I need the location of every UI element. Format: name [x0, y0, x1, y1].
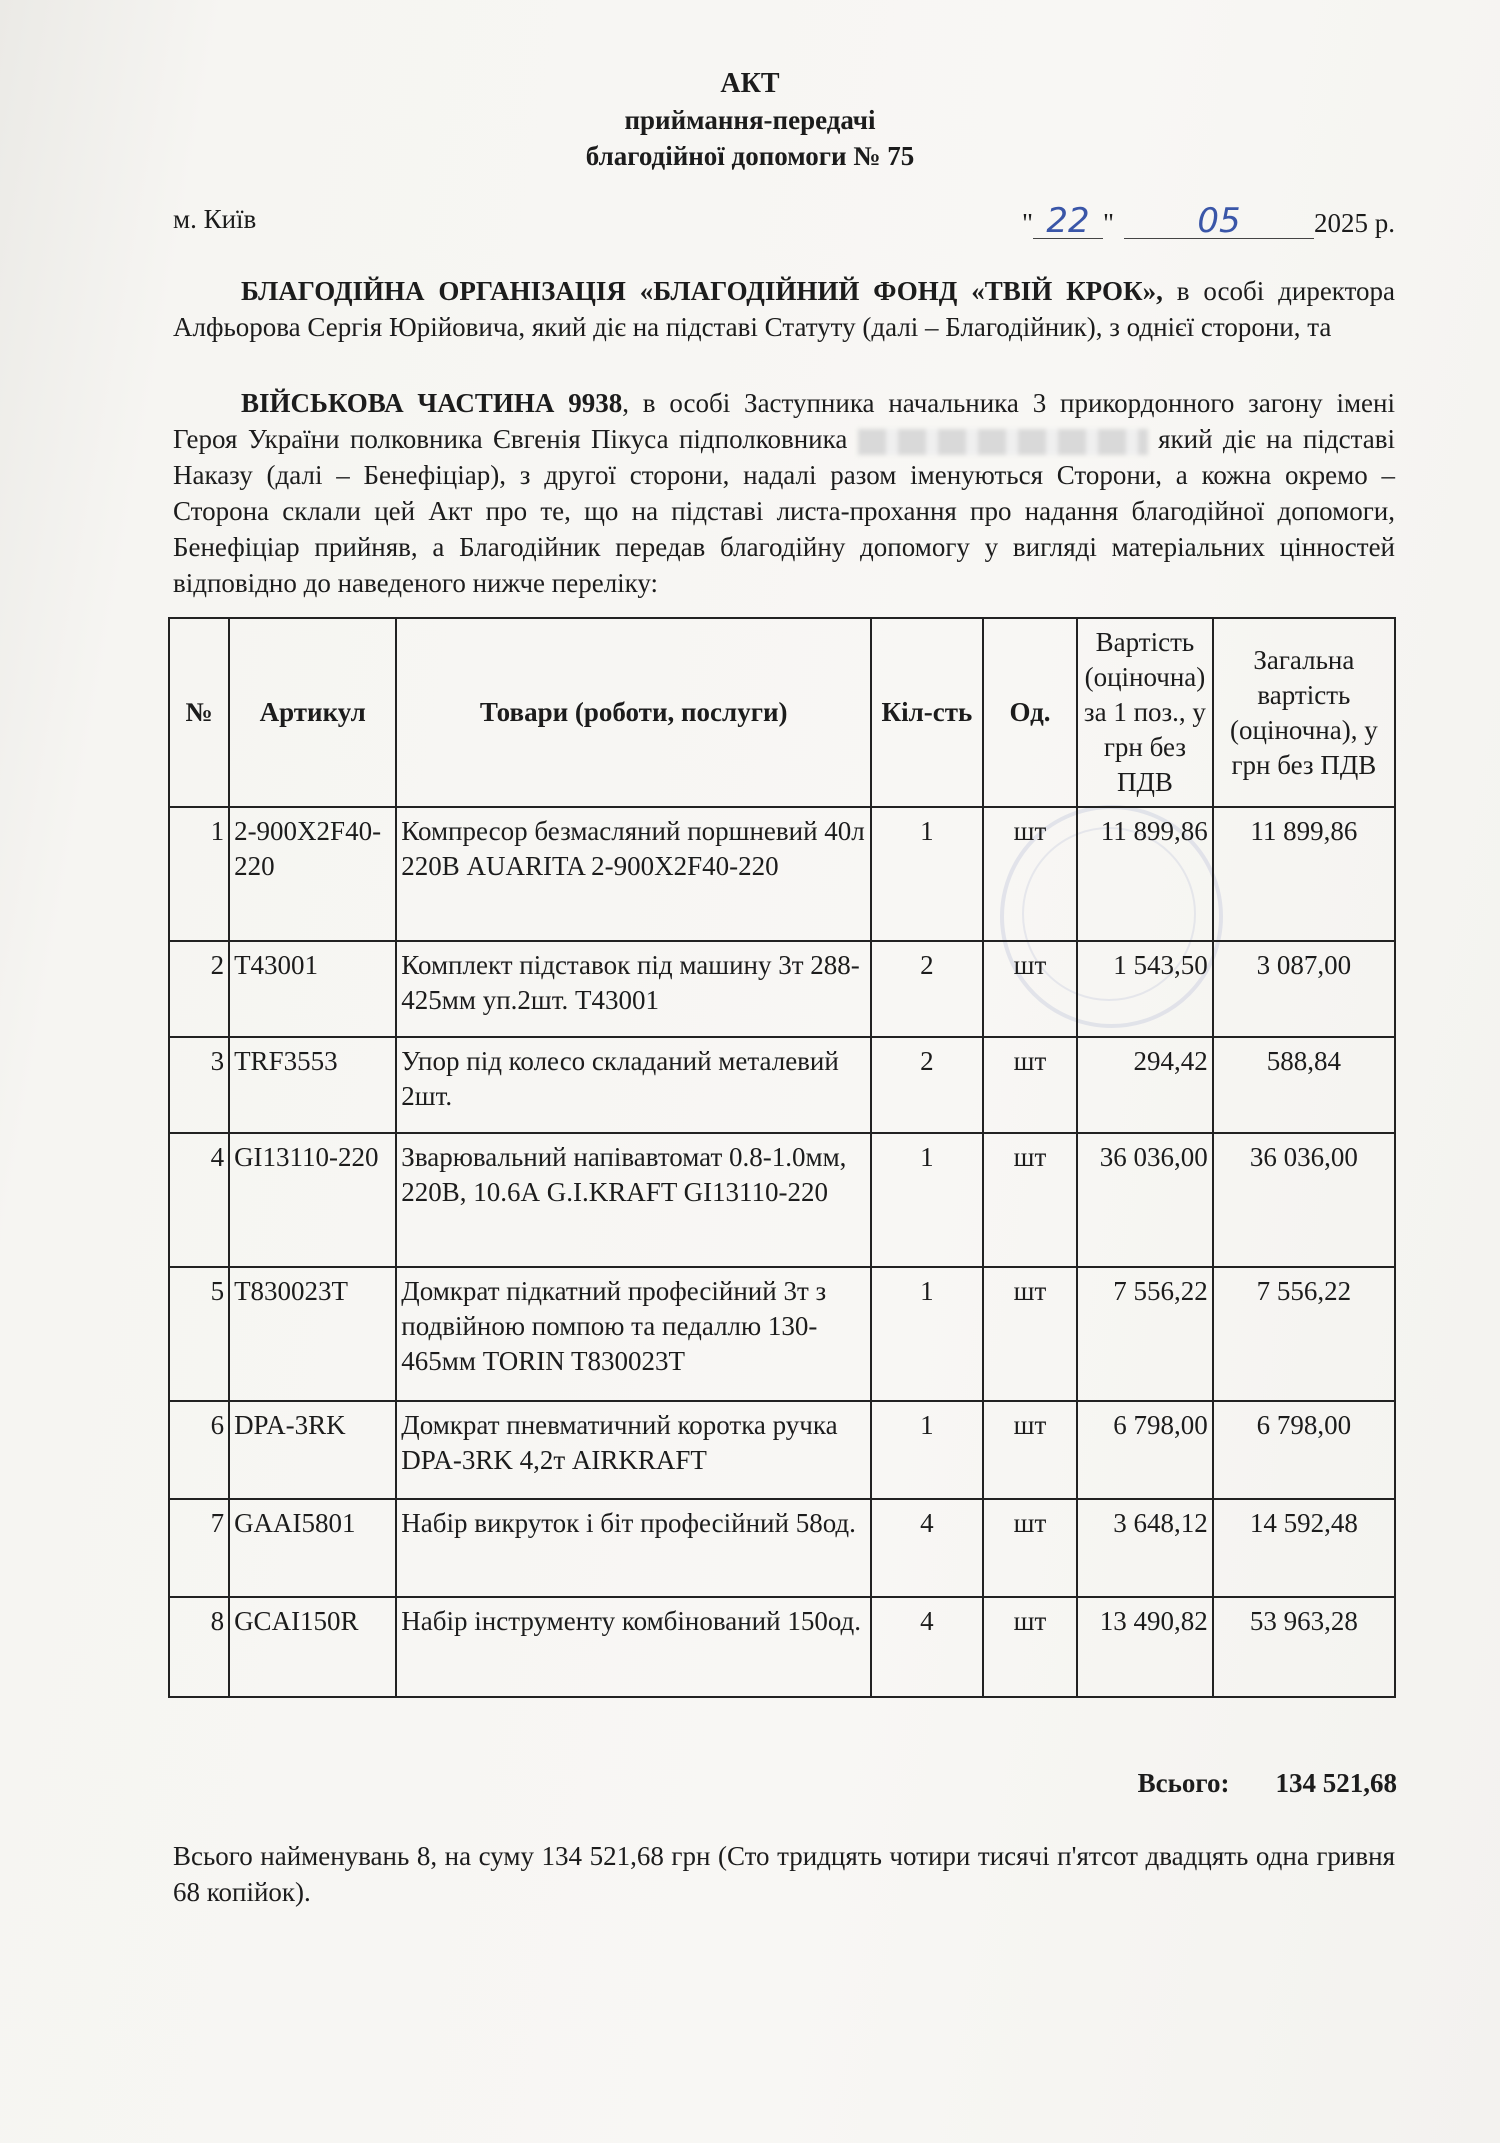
- row-total: 36 036,00: [1213, 1133, 1395, 1267]
- row-unit: шт: [983, 807, 1077, 941]
- header-name: Товари (роботи, послуги): [396, 618, 871, 807]
- goods-table: [168, 617, 1396, 1698]
- table-row: [169, 1267, 1395, 1401]
- header-total: Загальна вартість (оціночна), у грн без ПДВ: [1213, 618, 1395, 807]
- donor-text: в особі директора Алфьорова Сергія Юрійовича, який діє на підставі Статуту (далі – Благодійник), з однієї сторони, та: [173, 276, 1395, 342]
- table-row: [169, 1037, 1395, 1133]
- row-article: GI13110-220: [229, 1133, 396, 1267]
- row-total: 7 556,22: [1213, 1267, 1395, 1401]
- row-qty: 1: [871, 1267, 983, 1401]
- row-name: Упор під колесо складаний металевий 2шт.: [396, 1037, 871, 1133]
- row-name: Домкрат пневматичний коротка ручка DPA-3RK 4,2т AIRKRAFT: [396, 1401, 871, 1499]
- handwritten-month: 05: [1124, 204, 1314, 239]
- row-article: GAAI5801: [229, 1499, 396, 1597]
- table-row: [169, 1401, 1395, 1499]
- row-name: Набір викруток і біт професійний 58од.: [396, 1499, 871, 1597]
- row-article: TRF3553: [229, 1037, 396, 1133]
- row-name: Набір інструменту комбінований 150од.: [396, 1597, 871, 1697]
- row-total: 53 963,28: [1213, 1597, 1395, 1697]
- row-num: 7: [169, 1499, 229, 1597]
- row-num: 8: [169, 1597, 229, 1697]
- table-row: [169, 1133, 1395, 1267]
- row-price: 7 556,22: [1077, 1267, 1213, 1401]
- row-num: 6: [169, 1401, 229, 1499]
- row-article: DPA-3RK: [229, 1401, 396, 1499]
- row-unit: шт: [983, 941, 1077, 1037]
- place-date-row: [173, 198, 1395, 241]
- table-row: [169, 1499, 1395, 1597]
- beneficiary-name: ВІЙСЬКОВА ЧАСТИНА 9938: [241, 388, 623, 418]
- row-unit: шт: [983, 1267, 1077, 1401]
- row-unit: шт: [983, 1597, 1077, 1697]
- header-price: Вартість (оціночна) за 1 поз., у грн без ПДВ: [1077, 618, 1213, 807]
- act-title: [0, 66, 1500, 174]
- row-name: Домкрат підкатний професійний 3т з подвійною помпою та педаллю 130-465мм TORIN T830023T: [396, 1267, 871, 1401]
- row-qty: 1: [871, 807, 983, 941]
- row-price: 11 899,86: [1077, 807, 1213, 941]
- row-total: 11 899,86: [1213, 807, 1395, 941]
- row-total: 6 798,00: [1213, 1401, 1395, 1499]
- row-qty: 2: [871, 1037, 983, 1133]
- intro-paragraph-2: [173, 385, 1395, 601]
- row-num: 5: [169, 1267, 229, 1401]
- beneficiary-text-1: , в особі Заступника начальника 3 прикордонного загону імені Героя України полковника Євгенія Пікуса підполковника: [173, 388, 1395, 454]
- row-qty: 4: [871, 1597, 983, 1697]
- row-name: Комплект підставок під машину 3т 288-425мм уп.2шт. T43001: [396, 941, 871, 1037]
- row-unit: шт: [983, 1133, 1077, 1267]
- table-body: [169, 807, 1395, 1697]
- table-row: [169, 807, 1395, 941]
- quote-open: ": [1021, 208, 1033, 238]
- donor-name: БЛАГОДІЙНА ОРГАНІЗАЦІЯ «БЛАГОДІЙНИЙ ФОНД «ТВІЙ КРОК»,: [241, 276, 1163, 306]
- row-price: 6 798,00: [1077, 1401, 1213, 1499]
- row-total: 14 592,48: [1213, 1499, 1395, 1597]
- row-article: T830023T: [229, 1267, 396, 1401]
- row-num: 2: [169, 941, 229, 1037]
- header-unit: Од.: [983, 618, 1077, 807]
- year: 2025 р.: [1314, 208, 1395, 238]
- title-line-2: приймання-передачі: [624, 105, 876, 135]
- row-name: Зварювальний напівавтомат 0.8-1.0мм, 220В, 10.6А G.I.KRAFT GI13110-220: [396, 1133, 871, 1267]
- row-num: 3: [169, 1037, 229, 1133]
- row-qty: 1: [871, 1133, 983, 1267]
- row-qty: 1: [871, 1401, 983, 1499]
- redacted-name: [858, 429, 1148, 455]
- date: [1021, 201, 1395, 241]
- quote-close: ": [1102, 208, 1114, 238]
- row-unit: шт: [983, 1037, 1077, 1133]
- row-article: 2-900X2F40-220: [229, 807, 396, 941]
- row-article: GCAI150R: [229, 1597, 396, 1697]
- row-qty: 4: [871, 1499, 983, 1597]
- row-price: 3 648,12: [1077, 1499, 1213, 1597]
- row-name: Компресор безмасляний поршневий 40л 220В AUARITA 2-900X2F40-220: [396, 807, 871, 941]
- row-unit: шт: [983, 1401, 1077, 1499]
- row-unit: шт: [983, 1499, 1077, 1597]
- grand-total: [1138, 1768, 1397, 1799]
- grand-total-label: Всього:: [1137, 1768, 1230, 1798]
- row-qty: 2: [871, 941, 983, 1037]
- header-article: Артикул: [229, 618, 396, 807]
- summary-text: Всього найменувань 8, на суму 134 521,68 грн (Сто тридцять чотири тисячі п'ятсот двадцять одна гривня 68 копійок).: [173, 1841, 1395, 1907]
- title-line-3: благодійної допомоги № 75: [585, 141, 915, 171]
- table-row: [169, 1597, 1395, 1697]
- table-header-row: [169, 618, 1395, 807]
- handwritten-day: 22: [1033, 204, 1103, 239]
- row-total: 588,84: [1213, 1037, 1395, 1133]
- city: м. Київ: [173, 204, 257, 234]
- header-qty: Кіл-сть: [871, 618, 983, 807]
- row-num: 1: [169, 807, 229, 941]
- header-num: №: [169, 618, 229, 807]
- row-price: 36 036,00: [1077, 1133, 1213, 1267]
- beneficiary-text-2: який діє на підставі Наказу (далі – Бенефіціар), з другої сторони, надалі разом іменуються Сторони, а кожна окремо – Сторона склали цей Акт про те, що на підставі листа-прохання про надання благодійної допомоги, Бенефіціар прийняв, а Благодійник передав благодійну допомогу у вигляді матеріальних цінностей відповідно до наведеного нижче переліку:: [173, 424, 1395, 598]
- row-price: 13 490,82: [1077, 1597, 1213, 1697]
- grand-total-value: 134 521,68: [1275, 1768, 1397, 1798]
- row-price: 1 543,50: [1077, 941, 1213, 1037]
- table-row: [169, 941, 1395, 1037]
- row-num: 4: [169, 1133, 229, 1267]
- intro-paragraph-1: [173, 273, 1395, 345]
- row-total: 3 087,00: [1213, 941, 1395, 1037]
- row-price: 294,42: [1077, 1037, 1213, 1133]
- row-article: T43001: [229, 941, 396, 1037]
- title-line-1: АКТ: [720, 68, 780, 99]
